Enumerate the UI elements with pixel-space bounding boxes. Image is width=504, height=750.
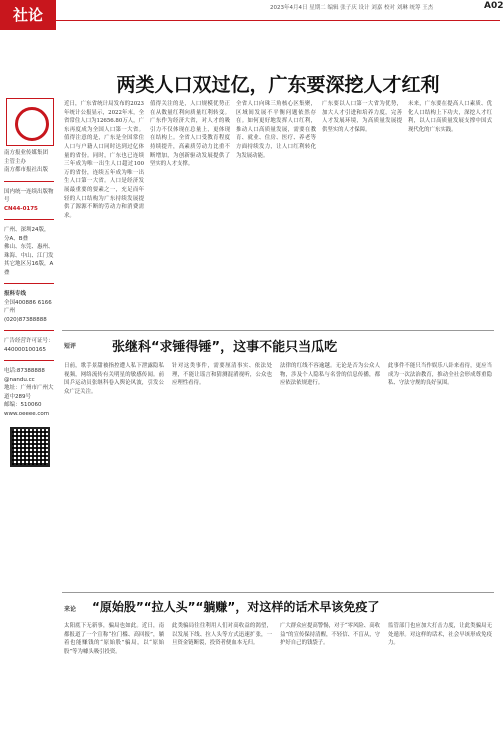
ad-number: 440000100165 [4,346,46,353]
hotline-number: 全国400886 6166 [4,299,52,306]
cn-number: CN44-0175 [4,205,38,212]
publisher-line: 南方报业传媒集团 [4,150,49,156]
publisher-line: 南方都市报社出版 [4,167,49,173]
zip: 邮编：510060 [4,402,42,408]
article1-column: 广东要以人口第一大省为优势，加大人才引进和培养力度，完善人才发展环境，为高质量发展提供坚实的人才保障。 [322,101,402,133]
article3-column: 广大群众应提高警惕，对于“零风险、高收益”的宣传保持清醒，不轻信、不盲从，守护好自己的钱袋子。 [280,623,380,647]
article3-title: “原始股”“拉人头”“躺赚”，对这样的话术早该免疫了 [92,600,380,614]
ad-label: 广告经营许可证号： [4,338,54,344]
article1-title: 两类人口双过亿，广东要深挖人才红利 [116,74,440,96]
article2-column: 日前，歌手景甜被指控遭人私下泄露隐私视频，网络流传有关明星的敏感传闻。前国乒运动员张继科卷入舆论风波，引发公众广泛关注。 [64,363,164,395]
contact-block [0,364,58,421]
cn-label: 国内统一连续出版物号 [4,188,54,203]
price-line: 广州、深圳24版，分A、B叠 [4,227,50,242]
article3-column: 监管部门也应加大打击力度，让此类骗局无处遁形。对这样的话术，社会早该形成免疫力。 [388,623,492,647]
website[interactable]: www.oeeee.com [4,410,50,417]
cn-block [0,185,58,217]
divider [4,283,54,284]
header-info: 2023年4月4日 星期二 编辑 张子庆 设计 刘嘉 校对 刘琳 统筹 王杰 [270,5,434,11]
phone: 电话:87388888 [4,368,45,374]
article2-column: 法律的红线不容逾越。无论是否为公众人物，涉及个人隐私与名誉的信息传播，都应依法依规进行。 [280,363,380,387]
hotline-title: 报料专线 [4,291,27,297]
hotline-block [0,287,58,327]
publisher-line: 主管主办 [4,158,27,165]
divider [4,360,54,361]
article3-tag: 来论 [64,606,77,613]
section-divider [62,330,494,331]
email: @nandu.cc [4,376,35,383]
article3-column: 太阳底下无新事，骗局也如此。近日，南都报道了一个宣称“拉门槛、高回报”，躺着也能赚钱的“原始股”骗局，以“原始股”等为噱头吸引投资。 [64,623,164,655]
divider [4,219,54,220]
article2-column: 针对这类事件，需要厘清事实、依法处理，不能让谣言和猜测混淆视听，公众也应理性看待。 [172,363,272,387]
ad-block [0,334,58,357]
divider [4,181,54,182]
article2-column: 此事件不能只当作娱乐八卦来看待，更应当成为一次法治教育，推动全社会形成尊重隐私、守法守规的良好氛围。 [388,363,492,387]
page-number: A02 [484,1,504,11]
article1-column: 未来，广东要在提高人口素质、优化人口结构上下功夫，深挖人才红利，以人口高质量发展支撑中国式现代化的广东实践。 [408,101,492,133]
publisher-block [0,146,58,178]
article1-column: 近日，广东省统计局发布的2023年统计公报显示，2022年末，全省常住人口为12656.80万人，广东再度成为全国人口第一大省。值得注意的是，广东是全国常住人口与户籍人口同时达到过亿体量的省份。同时，广东也已连续三年成为唯一出生人口超过100万的省份，连续五年成为唯一出生人口第一大省。人口是经济发展最重要的要素之一，充足而年轻的人口结构为广东持续发展提供了源源不断的劳动力和消费需求。 [64,101,144,219]
price-line: 佛山、东莞、惠州、珠海、中山、江门发其它地区另16版，A叠 [4,244,54,276]
article2-title: 张继科“求锤得锤”，这事不能只当瓜吃 [112,340,338,355]
address: 地址：广州市广州大道中289号 [4,385,54,400]
article1-column: 全省人口向珠三角核心区集聚，区域间发展不平衡问题依然存在。如何更好地发挥人口红利，推动人口高质量发展，需要在教育、就业、住房、医疗、养老等方面持续发力，让人口红利转化为发展动能。 [236,101,316,159]
article2-tag: 短评 [64,343,77,350]
article3-column: 此类骗局往往利用人们对高收益的渴望，以发展下线、拉人头等方式迅速扩张，一旦资金链断裂，投资者便血本无归。 [172,623,272,647]
newspaper-logo-icon [6,98,54,146]
section-banner: 社论 [0,0,56,30]
article1-column: 值得关注的是，人口规模优势正在从数量红利向质量红利转变。广东作为经济大省，对人才的吸引力不仅体现在总量上，更体现在结构上。全省人口受教育程度持续提升，高素质劳动力比重不断增加，为创新驱动发展提供了坚实的人才支撑。 [150,101,230,168]
hotline-number: 广州(020)87388888 [4,308,47,323]
qr-code-icon [10,427,50,467]
sidebar [0,38,58,750]
section-divider [62,592,494,593]
divider [4,330,54,331]
price-block [0,223,58,280]
